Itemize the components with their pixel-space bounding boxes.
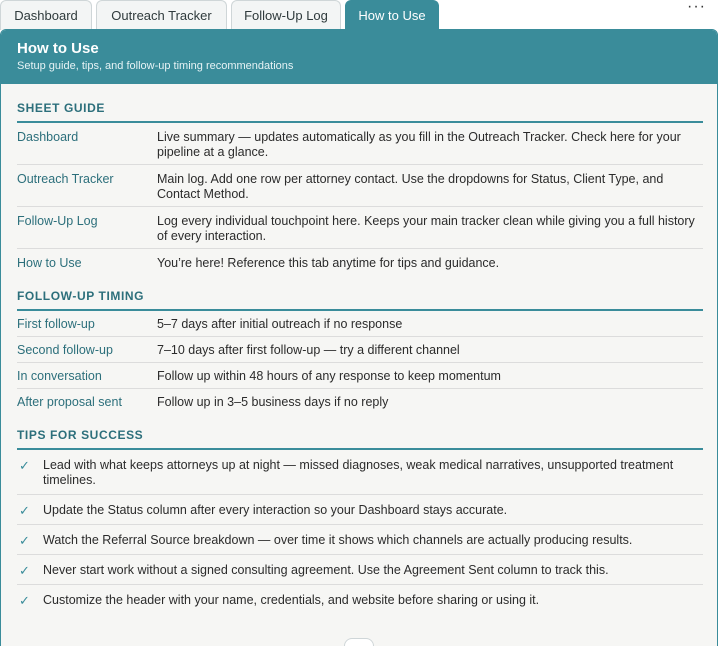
tip-item	[17, 555, 703, 585]
timing-row-desc: Follow up in 3–5 business days if no reply	[157, 395, 389, 409]
guide-row	[17, 207, 703, 249]
tip-text: Customize the header with your name, credentials, and website before sharing or using it.	[43, 593, 540, 607]
guide-row-desc: Main log. Add one row per attorney contact. Use the dropdowns for Status, Client Type, and Contact Method.	[157, 172, 664, 201]
guide-row-label: Follow-Up Log	[17, 214, 98, 228]
ellipsis-icon[interactable]: ···	[687, 0, 706, 15]
checkmark-icon: ✓	[19, 503, 30, 518]
timing-row	[17, 363, 703, 389]
how-to-use-panel	[0, 29, 718, 646]
guide-row-desc: You’re here! Reference this tab anytime for tips and guidance.	[157, 256, 500, 270]
timing-row	[17, 389, 703, 414]
tab-outreach-tracker[interactable]: Outreach Tracker	[96, 0, 227, 30]
guide-row-label: Outreach Tracker	[17, 172, 114, 186]
section-title-follow-up-timing: FOLLOW-UP TIMING	[17, 289, 703, 311]
page-title: How to Use	[17, 40, 99, 57]
page-subtitle: Setup guide, tips, and follow-up timing recommendations	[17, 60, 294, 72]
timing-row-desc: Follow up within 48 hours of any response to keep momentum	[157, 369, 501, 383]
timing-row-label: After proposal sent	[17, 395, 122, 409]
guide-row-label: Dashboard	[17, 130, 79, 144]
timing-row-label: First follow-up	[17, 317, 95, 331]
section-title-tips: TIPS FOR SUCCESS	[17, 428, 703, 450]
tip-item	[17, 450, 703, 495]
tab-bar	[0, 0, 718, 30]
guide-row-desc: Live summary — updates automatically as you fill in the Outreach Tracker. Check here for your pipeline at a glance.	[157, 130, 681, 159]
guide-row	[17, 165, 703, 207]
guide-row	[17, 123, 703, 165]
timing-row	[17, 311, 703, 337]
checkmark-icon: ✓	[19, 533, 30, 548]
tip-text: Update the Status column after every interaction so your Dashboard stays accurate.	[43, 503, 508, 517]
tip-text: Never start work without a signed consulting agreement. Use the Agreement Sent column to track this.	[43, 563, 609, 577]
tab-follow-up-log[interactable]: Follow-Up Log	[231, 0, 341, 30]
scroll-handle[interactable]	[344, 638, 374, 646]
sheet-guide-section	[17, 101, 703, 275]
follow-up-timing-section	[17, 289, 703, 414]
tips-section	[17, 428, 703, 614]
timing-row-desc: 5–7 days after initial outreach if no response	[157, 317, 403, 331]
tip-item	[17, 585, 703, 614]
checkmark-icon: ✓	[19, 593, 30, 608]
timing-row-desc: 7–10 days after first follow-up — try a different channel	[157, 343, 460, 357]
tip-item	[17, 525, 703, 555]
checkmark-icon: ✓	[19, 458, 30, 473]
tab-how-to-use[interactable]: How to Use	[345, 0, 439, 30]
timing-row-label: Second follow-up	[17, 343, 113, 357]
timing-row	[17, 337, 703, 363]
tip-text: Watch the Referral Source breakdown — over time it shows which channels are actually producing results.	[43, 533, 633, 547]
section-title-sheet-guide: SHEET GUIDE	[17, 101, 703, 123]
checkmark-icon: ✓	[19, 563, 30, 578]
guide-row	[17, 249, 703, 275]
panel-content	[1, 101, 717, 614]
guide-row-label: How to Use	[17, 256, 82, 270]
panel-header	[1, 30, 717, 84]
tab-dashboard[interactable]: Dashboard	[0, 0, 92, 30]
guide-row-desc: Log every individual touchpoint here. Keeps your main tracker clean while giving you a full history of every interaction.	[157, 214, 695, 243]
tip-text: Lead with what keeps attorneys up at night — missed diagnoses, weak medical narratives, unsupported treatment timelines.	[43, 458, 674, 487]
tip-item	[17, 495, 703, 525]
timing-row-label: In conversation	[17, 369, 102, 383]
